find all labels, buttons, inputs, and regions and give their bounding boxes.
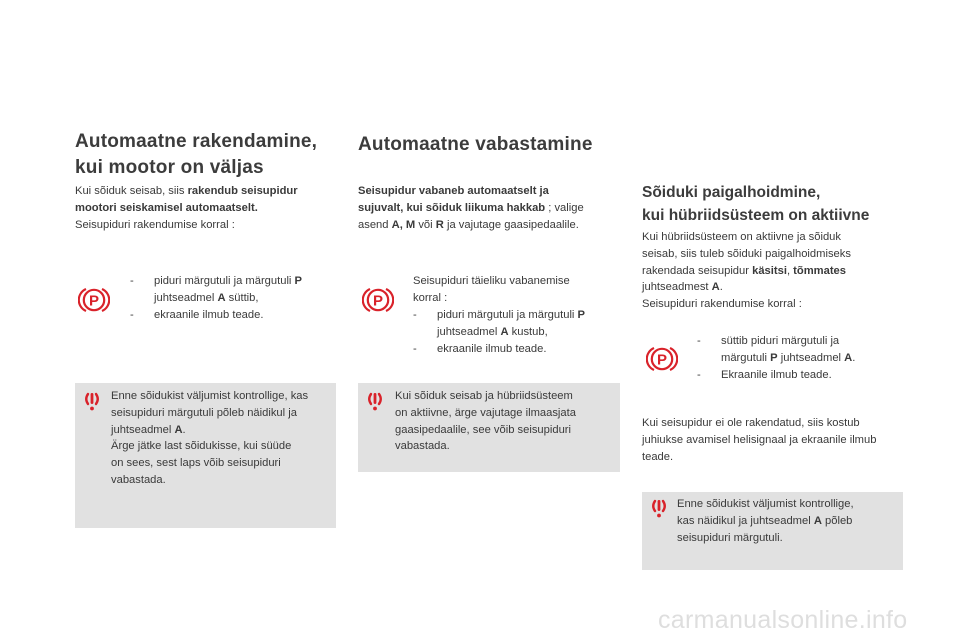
col1-warning-bold: A (174, 423, 183, 436)
col1-warning-line5: on sees, sest laps võib seisupiduri (111, 457, 281, 470)
col2-gear-A: A (391, 218, 400, 231)
exclamation-warning-icon (649, 499, 669, 519)
col1-warning-line3: juhtseadmel (111, 423, 175, 436)
col2-warning-line3: gaasipedaalile, see võib seisupiduri (395, 423, 572, 436)
list-item (413, 307, 618, 341)
col2-item1-bold2: A (500, 325, 509, 338)
col3-intro-bold2: tõmmates (793, 264, 847, 277)
col3-note-line2: juhiukse avamisel helisignaal ja ekraanile ilmub (642, 433, 877, 446)
col3-intro-line3: rakendada seisupidur (642, 264, 753, 277)
col3-item2-text: Ekraanile ilmub teade. (721, 368, 832, 381)
exclamation-warning-icon (82, 392, 102, 412)
col1-warning-dot: . (182, 423, 186, 436)
col2-item1-text: piduri märgutuli ja märgutuli (437, 309, 578, 321)
col1-item1-bold2: A (217, 291, 226, 304)
col2-warning-line1: Kui sõiduk seisab ja hübriidsüsteem (395, 390, 573, 402)
col3-intro (642, 229, 904, 313)
col2-release-line2: korral : (413, 291, 448, 304)
col2-intro-line3: asend (358, 218, 392, 231)
col3-item1-line1: süttib piduri märgutuli ja (721, 335, 840, 347)
col2-item1-bold: P (577, 309, 585, 321)
list-item (130, 307, 335, 324)
col1-item1-bold: P (294, 275, 302, 287)
col1-item1-line2: juhtseadmel (154, 291, 218, 304)
col2-warning-line4: vabastada. (395, 440, 450, 453)
col1-title-line1: Automaatne rakendamine, (75, 131, 318, 152)
exclamation-warning-icon (365, 392, 385, 412)
col1-item2-text: ekraanile ilmub teade. (154, 308, 264, 321)
col3-item1-bold2: A (844, 351, 853, 364)
col2-warning-text (395, 388, 617, 455)
col2-item1-line2: juhtseadmel (437, 325, 501, 338)
col3-warning-bold: A (813, 514, 822, 527)
col2-intro-tail: ja vajutage gaasipedaalile. (443, 218, 579, 231)
col3-warning-line3: seisupiduri märgutuli. (677, 531, 783, 544)
col1-warning-line4: Ärge jätke last sõidukisse, kui süüde (111, 440, 292, 453)
col3-intro-line1: Kui hübriidsüsteem on aktiivne ja sõiduk (642, 231, 841, 243)
col1-intro-bold2: mootori seiskamisel automaatselt. (75, 201, 258, 214)
col1-title (75, 129, 317, 181)
col1-warning-line1: Enne sõidukist väljumist kontrollige, kas (111, 390, 309, 402)
col3-note (642, 415, 904, 465)
list-item (697, 367, 902, 384)
col3-intro-comma: , (786, 264, 794, 277)
parking-brake-warning-icon (78, 286, 110, 314)
col3-intro-line5: Seisupiduri rakendumise korral : (642, 298, 802, 311)
col3-warning-line2b: põleb (821, 514, 853, 527)
col2-item1-suffix: kustub, (508, 325, 548, 338)
col1-warning-box (75, 383, 336, 528)
watermark: carmanualsonline.info (658, 606, 908, 634)
col3-title (642, 182, 869, 226)
col3-note-line3: teade. (642, 450, 674, 463)
parking-brake-warning-icon (646, 345, 678, 373)
col2-indicator-list (413, 307, 618, 357)
col2-intro-bold2: sujuvalt, kui sõiduk liikuma hakkab (358, 201, 546, 214)
col3-intro-line4: juhtseadmest (642, 281, 712, 294)
col1-title-line2: kui mootor on väljas (75, 157, 264, 178)
col3-item1-line2: märgutuli (721, 351, 771, 364)
col1-warning-line2: seisupiduri märgutuli põleb näidikul ja (111, 406, 297, 419)
col2-warning-line2: on aktiivne, ärge vajutage ilmaasjata (395, 406, 576, 419)
col2-voi: või (415, 218, 436, 231)
col3-intro-A: A (711, 281, 720, 294)
col3-item1-line2b: juhtseadmel (777, 351, 845, 364)
col2-intro-bold1: Seisupidur vabaneb automaatselt ja (358, 185, 549, 197)
col1-warning-text (111, 388, 333, 489)
list-item (130, 273, 335, 307)
col2-intro (358, 183, 620, 233)
col3-warning-box (642, 492, 903, 570)
col1-intro-plain: Kui sõiduk seisab, siis (75, 185, 188, 197)
col1-warning-line6: vabastada. (111, 473, 166, 486)
col3-warning-line1: Enne sõidukist väljumist kontrollige, (677, 498, 854, 510)
col2-comma: , (399, 218, 406, 231)
col3-warning-text (677, 496, 899, 546)
col2-release (413, 273, 618, 307)
col1-intro (75, 183, 335, 233)
col2-item2-text: ekraanile ilmub teade. (437, 342, 547, 355)
col1-intro-tail: Seisupiduri rakendumise korral : (75, 218, 235, 231)
col3-indicator-list (697, 333, 902, 383)
col3-item1-suffix: . (852, 351, 856, 364)
col1-indicator-list (130, 273, 335, 323)
col3-intro-line2: seisab, siis tuleb sõiduki paigalhoidmiseks (642, 247, 851, 260)
col2-gear-M: M (405, 218, 416, 231)
col3-title-line2: kui hübriidsüsteem on aktiivne (642, 207, 870, 224)
col3-item1-bold: P (770, 351, 778, 364)
col3-note-line1: Kui seisupidur ei ole rakendatud, siis kostub (642, 417, 860, 429)
col1-intro-bold1: rakendub seisupidur (187, 185, 298, 197)
col3-intro-dot: . (719, 281, 723, 294)
col3-warning-line2: kas näidikul ja juhtseadmel (677, 514, 814, 527)
col1-item1-suffix: süttib, (225, 291, 259, 304)
list-item (697, 333, 902, 367)
col2-release-line1: Seisupiduri täieliku vabanemise (413, 275, 570, 287)
col3-title-line1: Sõiduki paigalhoidmine, (642, 184, 821, 201)
col1-item1-text: piduri märgutuli ja märgutuli (154, 275, 295, 287)
col3-intro-bold1: käsitsi (752, 264, 787, 277)
parking-brake-warning-icon (362, 286, 394, 314)
col2-gear-R: R (435, 218, 444, 231)
list-item (413, 341, 618, 358)
col2-intro-after: ; valige (545, 201, 584, 214)
col2-warning-box (358, 383, 620, 472)
col2-title: Automaatne vabastamine (358, 134, 593, 155)
